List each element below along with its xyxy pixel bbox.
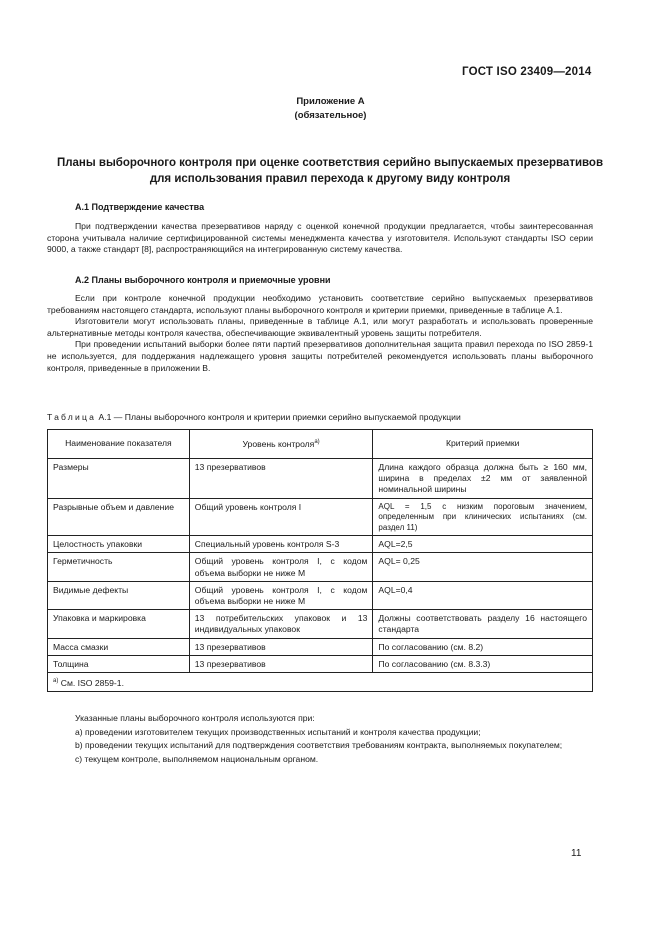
section-a2-paragraph-3: При проведении испытаний выборки более пяти партий презервативов дополнительная защита правил перехода по ISO 2859-1 не используется, для поддержания надлежащего уровня защиты потребителей рекомендуется использовать планы выборочного контроля, приведенные в приложении В. — [47, 339, 593, 373]
row-level: Специальный уровень контроля S-3 — [189, 536, 373, 553]
appendix-status: (обязательное) — [294, 110, 367, 121]
row-criterion: AQL=2,5 — [373, 536, 593, 553]
header-criterion: Критерий приемки — [373, 430, 593, 459]
header-footnote-mark: а) — [314, 439, 320, 446]
row-criterion: Должны соответствовать разделу 16 настоящего стандарта — [373, 610, 593, 638]
row-indicator: Целостность упаковки — [48, 536, 190, 553]
header-level: Уровень контроля$^{а)}$ — [189, 430, 373, 459]
usage-item-a: а) проведении изготовителем текущих производственных испытаний и контроля качества продукции; — [75, 726, 481, 737]
row-criterion: По согласованию (см. 8.2) — [373, 638, 593, 655]
section-a2-text — [47, 293, 593, 374]
usage-item-b: b) проведении текущих испытаний для подтверждения соответствия требованиям контракта, выполняемых покупателем; — [75, 740, 563, 751]
table-row — [48, 553, 593, 581]
table-row — [48, 655, 593, 672]
section-a1-heading: А.1 Подтверждение качества — [75, 202, 205, 212]
row-indicator: Толщина — [48, 655, 190, 672]
table-row — [48, 581, 593, 609]
row-level: Общий уровень контроля I, с кодом объема выборки не ниже М — [189, 553, 373, 581]
table-row — [48, 498, 593, 536]
main-title-line1: Планы выборочного контроля при оценке соответствия серийно выпускаемых презервативов — [56, 157, 604, 169]
table-row — [48, 459, 593, 499]
usage-list — [47, 712, 593, 766]
standard-designation: ГОСТ ISO 23409—2014 — [462, 66, 592, 78]
section-a2-paragraph-1: Если при контроле конечной продукции необходимо установить соответствие серийно выпускаемых презервативов требованиям настоящего стандарта, используют планы выборочного контроля и критерии приемки, приведенные в таблице А.1. — [47, 293, 593, 315]
table-caption-text: А.1 — Планы выборочного контроля и критерии приемки серийно выпускаемой продукции — [96, 412, 461, 422]
row-indicator: Герметичность — [48, 553, 190, 581]
table-row — [48, 536, 593, 553]
row-criterion: Длина каждого образца должна быть ≥ 160 мм, ширина в пределах ±2 мм от заявленной номинальной ширины — [373, 459, 593, 499]
footnote-mark: а) — [53, 677, 59, 684]
row-level: 13 презервативов — [189, 638, 373, 655]
table-caption-prefix: Таблица — [47, 412, 97, 422]
usage-intro: Указанные планы выборочного контроля используются при: — [75, 713, 315, 723]
sampling-plans-table — [47, 429, 593, 692]
row-indicator: Масса смазки — [48, 638, 190, 655]
table-header-row — [48, 430, 593, 459]
row-indicator: Видимые дефекты — [48, 581, 190, 609]
section-a1-paragraph: При подтверждении качества презервативов наряду с оценкой конечной продукции предлагается, чтобы заинтересованная сторона учитывала наличие сертифицированной системы менеджмента качества у изготовителя. Используют стандарты ISO серии 9000, а также стандарт [8], распространяющийся на интегрированную систему качества. — [47, 221, 593, 255]
table-footnote-row — [48, 672, 593, 691]
row-criterion: По согласованию (см. 8.3.3) — [373, 655, 593, 672]
row-level: Общий уровень контроля I — [189, 498, 373, 536]
row-level: 13 потребительских упаковок и 13 индивидуальных упаковок — [189, 610, 373, 638]
appendix-title: Приложение А — [296, 96, 365, 107]
main-title — [40, 155, 620, 187]
table-footnote — [48, 672, 593, 691]
table-row — [48, 610, 593, 638]
main-title-line2: для использования правил перехода к другому виду контроля — [149, 173, 511, 185]
row-level: 13 презервативов — [189, 459, 373, 499]
row-indicator: Упаковка и маркировка — [48, 610, 190, 638]
row-criterion: AQL= 0,25 — [373, 553, 593, 581]
table-row — [48, 638, 593, 655]
row-indicator: Разрывные объем и давление — [48, 498, 190, 536]
usage-item-c: с) текущем контроле, выполняемом национальным органом. — [75, 753, 319, 764]
row-indicator: Размеры — [48, 459, 190, 499]
footnote-text: См. ISO 2859-1. — [58, 677, 124, 688]
row-level: 13 презервативов — [189, 655, 373, 672]
section-a2-heading: А.2 Планы выборочного контроля и приемочные уровни — [75, 275, 331, 285]
row-level: Общий уровень контроля I, с кодом объема выборки не ниже М — [189, 581, 373, 609]
section-a2-paragraph-2: Изготовители могут использовать планы, приведенные в таблице А.1, или могут разработать и использовать проверенные альтернативные методы контроля качества, обеспечивающие эквивалентный уровень защиты потребителя. — [47, 316, 593, 338]
row-criterion: AQL = 1,5 с низким пороговым значением, определенным при клинических испытаниях (см. раздел 11) — [373, 498, 593, 536]
row-criterion: AQL=0,4 — [373, 581, 593, 609]
page-number: 11 — [571, 848, 582, 859]
table-caption — [47, 412, 461, 422]
header-indicator: Наименование показателя — [48, 430, 190, 459]
section-a1-text — [47, 221, 593, 256]
